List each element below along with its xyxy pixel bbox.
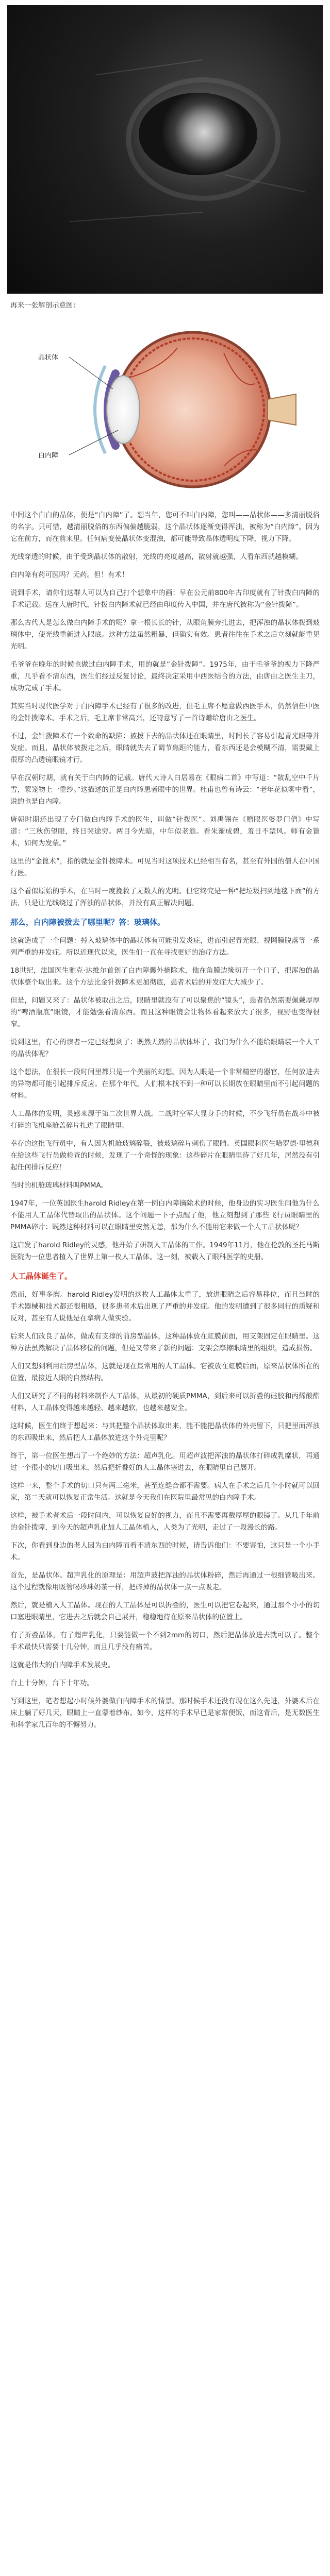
body-paragraph: 不过，金针拨障术有一个致命的缺陷：被拨下去的晶状体还在眼睛里，时间长了容易引起青光眼等并发症。而且，晶状体被拨走之后，眼睛就失去了调节焦距的能力，看东西还是会模糊不清，需要戴上很厚的凸透镜眼镜才行。 [10, 732, 320, 764]
intro-paragraph: 再来一张解剖示意图： [10, 301, 80, 310]
body-paragraph: 台上十分钟，台下十年功。 [10, 1679, 94, 1687]
article-page [0, 5, 330, 2576]
body-paragraph: 光线穿透的时候，由于受到晶状体的散射，光线的亮度越高，散射就越强，人看东西就越模糊。 [10, 553, 303, 561]
label-lens: 晶状体 [38, 354, 59, 362]
wrinkle-line [95, 59, 203, 75]
optic-nerve [268, 394, 296, 425]
body-paragraph: 然后，就是植入人工晶体。现在的人工晶体是可以折叠的，医生可以把它卷起来，通过那个小小的切口塞进眼睛里，它进去之后就会自己展开，稳稳地待在原来晶状体的位置上。 [10, 1601, 320, 1621]
body-paragraph: 这样，被手术者术后一段时间内，可以恢复良好的视力，而且不需要再戴厚厚的眼镜了。从几千年前的金针拨障，到今天的超声乳化加人工晶体植入，人类为了光明，走过了一段漫长的路。 [10, 1512, 320, 1532]
highlight-heading: 人工晶体诞生了。 [10, 1272, 73, 1281]
body-paragraph: 但是，问题又来了：晶状体被取出之后，眼睛里就没有了可以聚焦的“镜头”，患者仍然需要佩戴厚厚的“啤酒瓶底”眼镜，才能勉强看清东西。而且这种眼镜会让物体看起来放大了很多，视野也变得很窄。 [10, 996, 320, 1028]
body-paragraph: 唐朝时期还出现了专门做白内障手术的医生，叫做“针拨医”。刘禹锡在《赠眼医婆罗门僧》中写道：“三秋伤望眼，终日哭途穷。两目今先暗，中年似老翁。看朱渐成碧，羞日不禁风。师有金篦术，如何为发蒙。” [10, 816, 320, 848]
cloudy-eye [139, 93, 257, 175]
hero-eye-photo [7, 5, 323, 294]
lens-pointer-line [69, 357, 113, 389]
body-paragraph: 下次，你看到身边的老人因为白内障而看不清东西的时候，请告诉他们：不要害怕，这只是一个小手术。 [10, 1541, 320, 1562]
label-cataract: 白内障 [38, 452, 59, 460]
body-paragraph: 这里的“金篦术”，指的就是金针拨障术。可见当时这项技术已经相当有名，甚至有外国的僧人在中国行医。 [10, 857, 320, 877]
body-paragraph: 有了折叠晶体，有了超声乳化，只要能做一个不到2mm的切口，然后把晶体放进去就可以了。整个手术最快只需要十几分钟，而且几乎没有痛苦。 [10, 1631, 320, 1651]
body-paragraph: 这个看似原始的手术，在当时一度挽救了无数人的光明。但它终究是一种“把垃圾扫到地毯下面”的方法，只是让光线绕过了浑浊的晶状体，并没有真正解决问题。 [10, 887, 320, 907]
body-paragraph: 这个想法，在很长一段时间里都只是一个美丽的幻想。因为人眼是一个非常精密的器官，任何放进去的异物都可能引起排斥反应。在那个年代，人们根本找不到一种可以长期放在眼睛里而不引起问题的材料。 [10, 1068, 320, 1100]
body-paragraph: 人工晶体的发明，灵感来源于第二次世界大战。二战时空军大显身手的时候，不少飞行员在战斗中被打碎的飞机座舱盖碎片扎进了眼睛里。 [10, 1110, 320, 1130]
body-paragraph: 然而，好事多磨。harold Ridley发明的这枚人工晶体太重了，放进眼睛之后容易移位，而且当时的手术器械和技术都还很粗糙，很多患者术后出现了严重的并发症。他的发明遭到了很多同行的质疑和反对，甚至有人说他是在拿病人做实验。 [10, 1291, 320, 1323]
body-paragraph: 终于，第一位医生想出了一个绝妙的方法：超声乳化。用超声波把浑浊的晶状体打碎成乳糜状，再通过一个很小的切口吸出来，然后把折叠好的人工晶体塞进去，在眼睛里自己展开。 [10, 1452, 320, 1472]
body-paragraph: 其实当时现代医学对于白内障手术已经有了很多的改进，但毛主席不愿意做西医手术，仍然信任中医的金针拨障术。手术之后，毛主席非常高兴，还特意写了一首诗赠给唐由之医生。 [10, 702, 320, 722]
body-paragraph: 写到这里，笔者想起小时候外婆做白内障手术的情景。那时候手术还没有现在这么先进，外婆术后在床上躺了好几天，眼睛上一直蒙着纱布。如今，这样的手术早已是家常便饭，而这背后，是无数医生和科学家几百年的不懈努力。 [10, 1697, 320, 1729]
body-paragraph: 人们又研究了不同的材料来制作人工晶体，从最初的硬质PMMA，到后来可以折叠的硅胶和丙烯酸酯材料，人工晶体变得越来越轻、越来越软，也越来越安全。 [10, 1392, 320, 1412]
body-paragraph: 首先，是晶状体。超声乳化的原理是：用超声波把浑浊的晶状体粉碎，然后再通过一根细管吸出来。这个过程就像用吸管喝珍珠奶茶一样，把碎掉的晶状体一点一点吸走。 [10, 1571, 320, 1591]
body-paragraph: 这启发了harold Ridley的灵感，他开始了研制人工晶体的工作。1949年11月，他在伦敦的圣托马斯医院为一位患者植入了世界上第一枚人工晶体。这一刻，被载入了眼科医学的史册。 [10, 1241, 320, 1261]
body-paragraph: 人们又想到利用后房型晶体，这就是现在最常用的人工晶体。它被放在虹膜后面，原来晶状体所在的位置，最接近人眼的自然结构。 [10, 1362, 320, 1382]
body-paragraph: 白内障有药可医吗？无药。但！有术！ [10, 571, 129, 579]
body-paragraph: 幸存的这批飞行员中，有人因为机舱玻璃碎裂，被玻璃碎片刺伤了眼睛。英国眼科医生哈罗德·里德利在给这些飞行员做检查的时候，发现了一个奇怪的现象：这些碎片在眼睛里待了好几年，居然没有引起任何排斥反应！ [10, 1140, 320, 1172]
body-paragraph: 中间这个白白的晶体，便是“白内障”了。想当年，您可不叫白内障，您叫——晶状体——多清丽脱俗的名字。只可惜，越清丽脱俗的东西偏偏越脆弱，这个晶状体逐渐变得浑浊，被称为“白内障”。因为它在前方，而在前来里。任何病变使晶状体变混浊，都可能导致晶体透明度下降，视力下降。 [10, 511, 320, 543]
body-paragraph: 说到这里，有心的读者一定已经想到了：既然天然的晶状体坏了，我们为什么不能给眼睛装一个人工的晶状体呢？ [10, 1038, 320, 1058]
wrinkle-line [69, 212, 203, 222]
body-paragraph: 18世纪，法国医生雅克·达维尔首创了白内障囊外摘除术，他在角膜边缘切开一个口子，把浑浊的晶状体整个取出来。这个方法比金针拨障术更加彻底，患者术后的并发症大大减少了。 [10, 967, 320, 987]
body-paragraph: 说到手术，请你们这群人可以为自己打个想象中的画：早在公元前800年古印度就有了针拨白内障的手术记载。远在大唐时代，针拨白内障术就已经由印度传入中国，并在唐代被称为“金针拨障”。 [10, 589, 320, 609]
body-paragraph: 后来人们改良了晶体，做成有支撑的前房型晶体，这种晶体放在虹膜前面，用支架固定在眼睛里。这种方法虽然解决了晶体移位的问题，但是又带来了新的问题：支架会摩擦眼睛里的组织，造成损伤。 [10, 1332, 320, 1352]
body-paragraph: 早在汉朝时期，就有关于白内障的记载。唐代大诗人白居易在《眼病二首》中写道：“散乱空中千片雪，蒙笼物上一重纱。”这描述的正是白内障患者眼中的世界。杜甫也曾有诗云：“老年花似雾中看”，说的也是白内障。 [10, 774, 320, 806]
body-paragraph: 那么古代人是怎么做白内障手术的呢？拿一根长长的针，从眼角膜旁扎进去，把浑浊的晶状体拨到玻璃体中，使光线重新进入眼底。这种方法虽然粗暴，但确实有效。患者往往在手术之后立刻就能重见光明。 [10, 619, 320, 651]
body-paragraph: 这就造成了一个问题：掉入玻璃体中的晶状体有可能引发炎症，进而引起青光眼、视网膜脱落等一系列严重的并发症。所以近现代以来，医生们一直在寻找更好的治疗方法。 [10, 937, 320, 957]
section-heading: 那么，白内障被拨去了哪里呢？答：玻璃体。 [10, 918, 166, 927]
body-paragraph: 这就是伟大的白内障手术发展史。 [10, 1661, 115, 1669]
body-paragraph: 当时的机舱玻璃材料叫PMMA。 [10, 1181, 108, 1190]
eye-anatomy-svg [7, 317, 323, 502]
body-paragraph: 这时候，医生们终于想起来：与其把整个晶状体取出来，能不能把晶状体的外壳留下，只把里面浑浊的东西吸出来，然后把人工晶体放进这个外壳里呢？ [10, 1422, 320, 1442]
eye-anatomy-diagram [7, 317, 323, 502]
body-paragraph: 1947年，一位英国医生harold Ridley在第一例白内障摘除术的时候，他身边的实习医生问他为什么不能用人工晶体代替取出的晶状体。这个问题一下子点醒了他，他立刻想到了那些飞行员眼睛里的PMMA碎片：既然这种材料可以在眼睛里安然无恙，那为什么不能用它来做一个人工晶状体呢？ [10, 1199, 320, 1231]
body-paragraph: 毛爷爷在晚年的时候也做过白内障手术，用的就是“金针拨障”。1975年，由于毛爷爷的视力下降严重，几乎看不清东西，医生们经过反复讨论，最终决定采用中西医结合的方法，由唐由之医生主刀，成功完成了手术。 [10, 660, 320, 692]
body-paragraph: 这样一来，整个手术的切口只有两三毫米，甚至连缝合都不需要。病人在手术之后几个小时就可以回家，第二天就可以恢复正常生活。这就是今天我们在医院里最常见的白内障手术。 [10, 1482, 320, 1502]
